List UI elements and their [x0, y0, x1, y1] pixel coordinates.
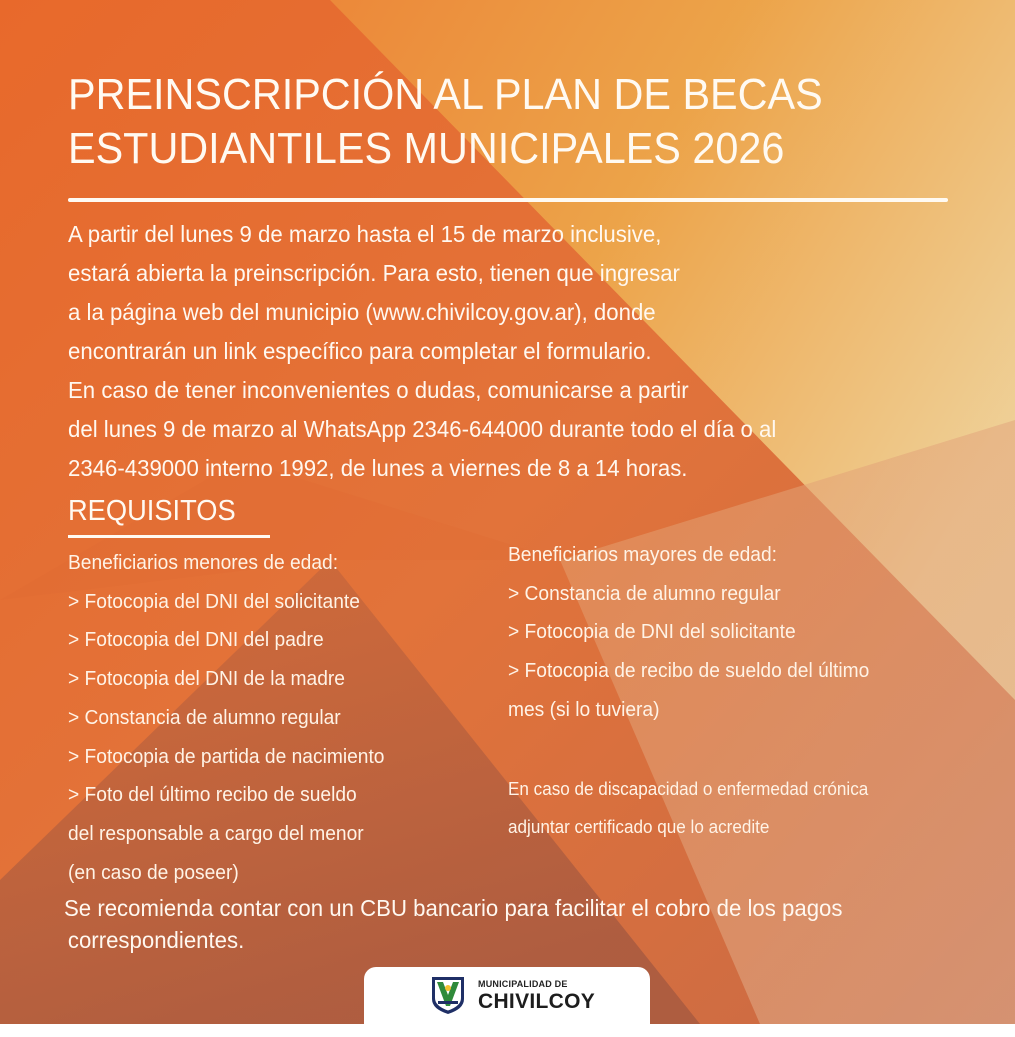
- adults-list-title: Beneficiarios mayores de edad:: [508, 544, 777, 566]
- list-item: (en caso de poseer): [68, 861, 239, 884]
- list-item: > Fotocopia de partida de nacimiento: [68, 745, 385, 768]
- text-line: En caso de discapacidad o enfermedad crónica: [508, 779, 869, 799]
- intro-paragraph-dates: [68, 215, 937, 371]
- list-item: > Fotocopia del DNI del solicitante: [68, 590, 360, 613]
- text-line: a la página web del municipio (www.chivilcoy.gov.ar), donde: [68, 299, 656, 325]
- intro-paragraph-contact: [68, 371, 937, 488]
- minors-requirements-list: [68, 544, 384, 892]
- text-line: del lunes 9 de marzo al WhatsApp 2346-644000 durante todo el día o al: [68, 416, 777, 442]
- list-item: > Fotocopia del DNI de la madre: [68, 668, 345, 691]
- text-line: En caso de tener inconvenientes o dudas, comunicarse a partir: [68, 377, 689, 403]
- text-line: correspondientes.: [67, 927, 245, 953]
- text-line: adjuntar certificado que lo acredite: [508, 817, 770, 837]
- title-line-2: ESTUDIANTILES MUNICIPALES 2026: [68, 124, 785, 173]
- list-item: mes (si lo tuviera): [508, 698, 660, 721]
- text-line: 2346-439000 interno 1992, de lunes a viernes de 8 a 14 horas.: [68, 455, 688, 481]
- requirements-underline: [68, 535, 270, 538]
- title-divider: [68, 198, 948, 202]
- logo-subtitle: MUNICIPALIDAD DE: [478, 979, 568, 989]
- text-line: Se recomienda contar con un CBU bancario para facilitar el cobro de los pagos: [64, 895, 843, 921]
- disability-note: [508, 770, 868, 846]
- adults-requirements-list: [508, 536, 869, 730]
- list-item: > Constancia de alumno regular: [68, 706, 341, 729]
- text-line: estará abierta la preinscripción. Para esto, tienen que ingresar: [68, 260, 680, 286]
- logo-title: CHIVILCOY: [478, 990, 596, 1013]
- title-line-1: PREINSCRIPCIÓN AL PLAN DE BECAS: [68, 70, 823, 119]
- minors-list-title: Beneficiarios menores de edad:: [68, 552, 339, 574]
- list-item: > Constancia de alumno regular: [508, 582, 781, 605]
- text-line: encontrarán un link específico para completar el formulario.: [68, 338, 652, 364]
- cbu-recommendation: [64, 892, 842, 956]
- requirements-heading: REQUISITOS: [68, 495, 236, 527]
- list-item: > Fotocopia del DNI del padre: [68, 629, 324, 652]
- municipality-shield-icon: [430, 975, 466, 1015]
- list-item: > Fotocopia de recibo de sueldo del último: [508, 660, 870, 683]
- municipality-logo-card: [364, 967, 650, 1037]
- list-item: del responsable a cargo del menor: [68, 822, 364, 845]
- list-item: > Fotocopia de DNI del solicitante: [508, 621, 796, 644]
- text-line: A partir del lunes 9 de marzo hasta el 15 de marzo inclusive,: [68, 221, 662, 247]
- list-item: > Foto del último recibo de sueldo: [68, 784, 357, 807]
- page-title: [68, 68, 914, 176]
